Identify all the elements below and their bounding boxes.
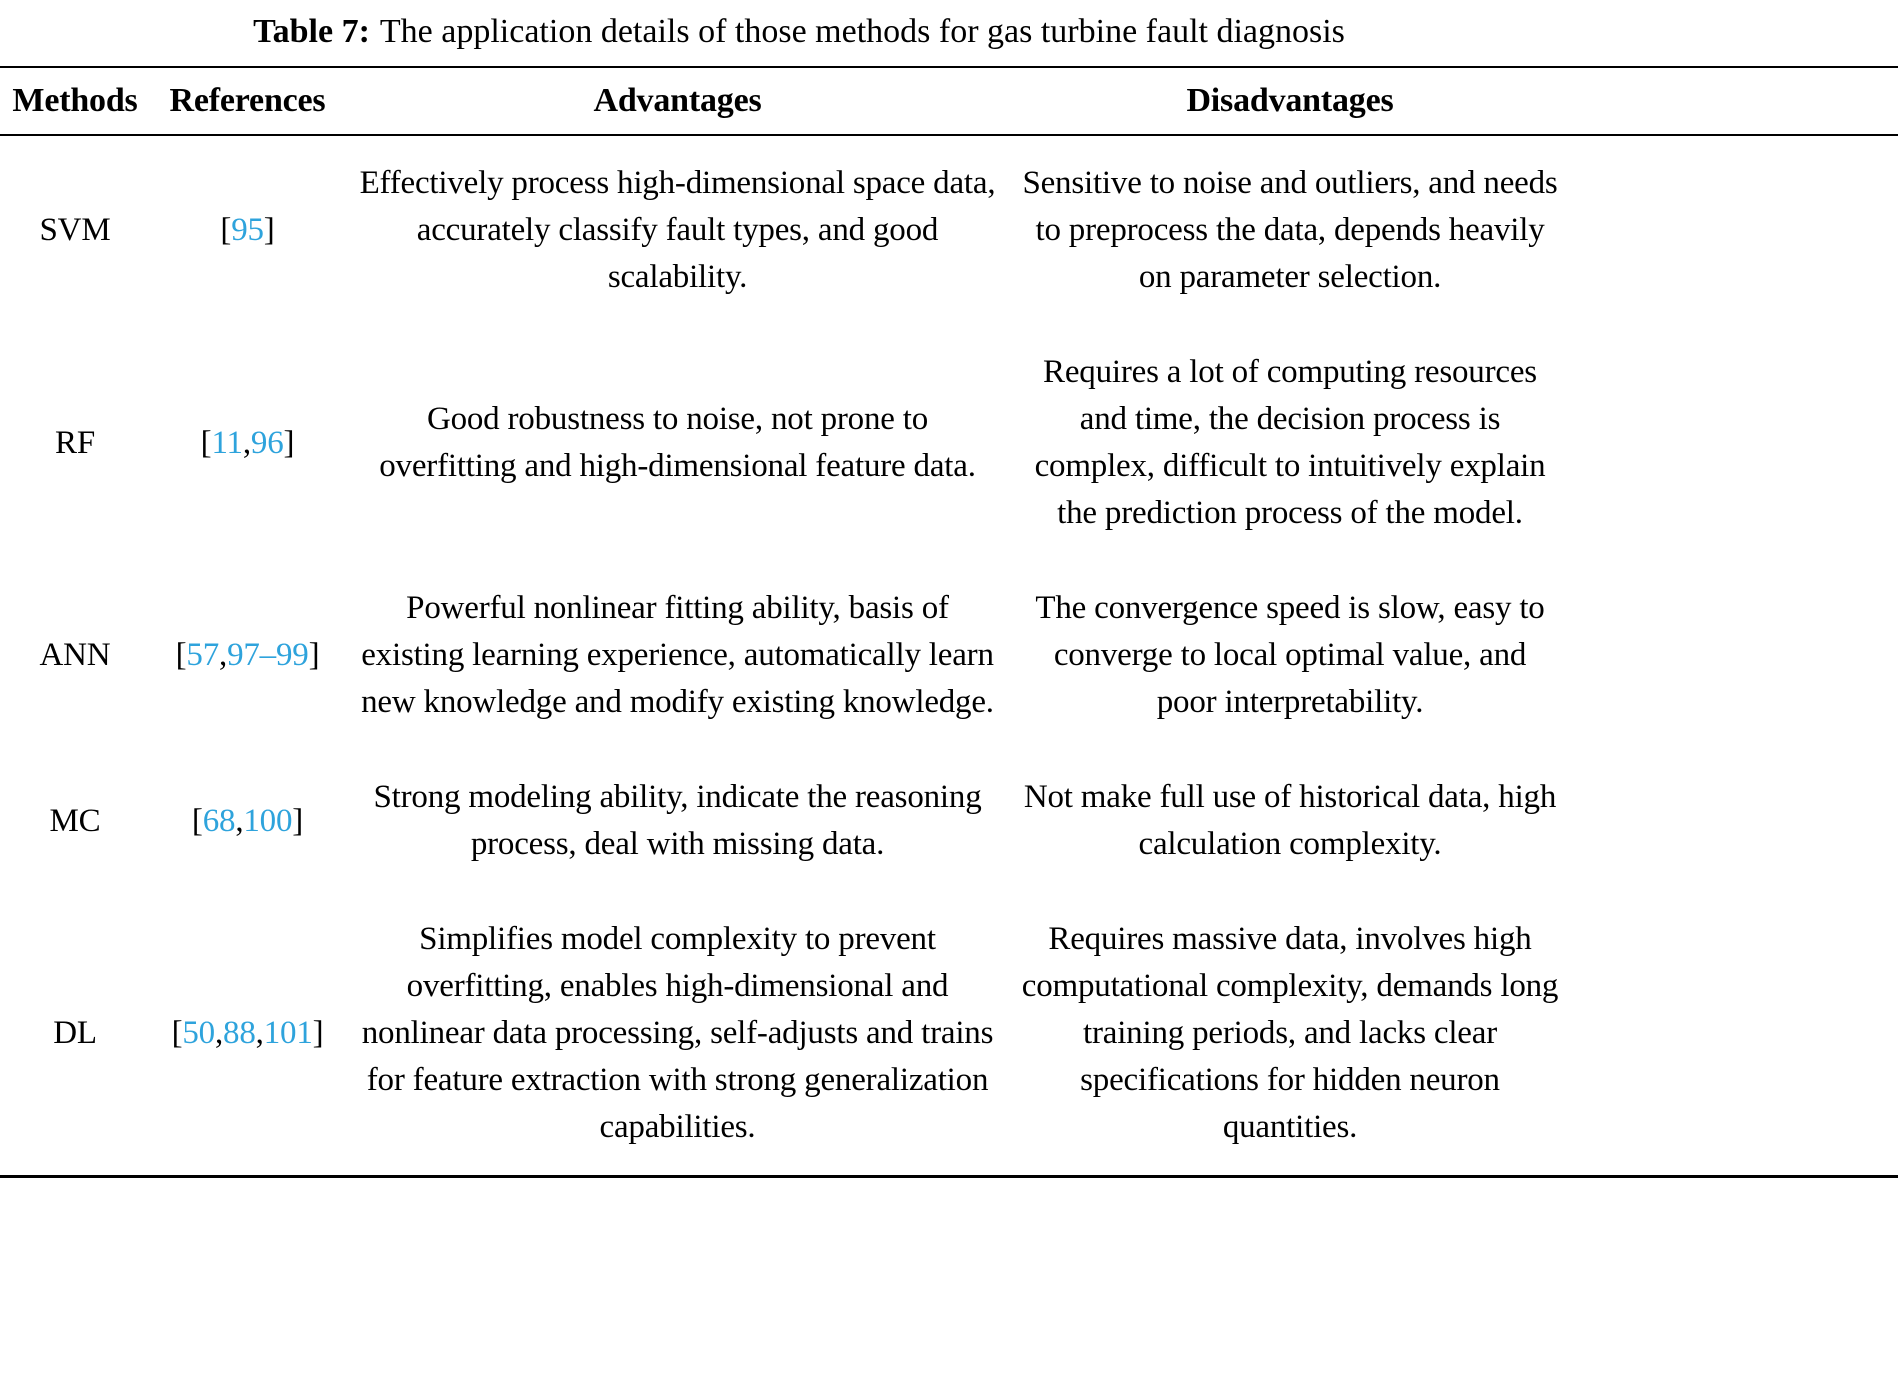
reference-separator: , (255, 1015, 264, 1051)
disadvantages-cell: The convergence speed is slow, easy to converge to local optimal value, and poor interpretability. (1035, 590, 1545, 720)
row-spacer (1570, 892, 1898, 1177)
row-spacer (1570, 135, 1898, 325)
reference-link[interactable]: 11 (211, 424, 243, 461)
table-caption-label: Table 7: (253, 13, 370, 50)
references-cell (150, 750, 345, 892)
col-header-advantages: Advantages (345, 67, 1010, 135)
reference-link[interactable]: 97–99 (227, 637, 309, 673)
table-caption-text: The application details of those methods for gas turbine fault diagnosis (379, 13, 1345, 50)
reference-close-bracket: ] (283, 424, 295, 461)
method-cell: DL (53, 1015, 97, 1051)
reference-link[interactable]: 101 (263, 1015, 313, 1051)
reference-link[interactable]: 95 (231, 212, 264, 248)
table-row (0, 561, 1898, 750)
row-spacer (1570, 561, 1898, 750)
advantages-cell: Good robustness to noise, not prone to overfitting and high-dimensional feature data. (379, 401, 976, 484)
method-cell: SVM (39, 212, 111, 248)
reference-separator: , (214, 1015, 224, 1051)
methods-comparison-table (0, 66, 1898, 1178)
column-spacer (1570, 67, 1898, 135)
method-cell: ANN (39, 637, 111, 673)
col-header-methods: Methods (0, 67, 150, 135)
table-row (0, 325, 1898, 561)
disadvantages-cell: Not make full use of historical data, high calculation complexity. (1023, 779, 1557, 862)
reference-link[interactable]: 100 (243, 802, 293, 839)
reference-link[interactable]: 96 (250, 424, 284, 461)
reference-open-bracket: [ (171, 1015, 183, 1051)
table-row (0, 892, 1898, 1177)
col-header-references: References (150, 67, 345, 135)
references-cell (150, 892, 345, 1177)
references-cell (150, 135, 345, 325)
advantages-cell: Strong modeling ability, indicate the reasoning process, deal with missing data. (373, 779, 982, 862)
method-cell: RF (55, 424, 95, 461)
reference-link[interactable]: 50 (182, 1015, 215, 1051)
advantages-cell: Effectively process high-dimensional space data, accurately classify fault types, and good scalability. (359, 165, 996, 295)
table-row (0, 135, 1898, 325)
row-spacer (1570, 750, 1898, 892)
disadvantages-cell: Sensitive to noise and outliers, and needs to preprocess the data, depends heavily on parameter selection. (1022, 165, 1558, 295)
reference-separator: , (235, 802, 244, 839)
reference-link[interactable]: 88 (223, 1015, 256, 1051)
table-header-row (0, 67, 1898, 135)
table-caption (0, 0, 1898, 66)
col-header-disadvantages: Disadvantages (1010, 67, 1570, 135)
table-row (0, 750, 1898, 892)
reference-open-bracket: [ (200, 424, 212, 461)
table-body (0, 135, 1898, 1177)
reference-close-bracket: ] (308, 637, 320, 673)
row-spacer (1570, 325, 1898, 561)
method-cell: MC (49, 802, 101, 839)
references-cell (150, 325, 345, 561)
disadvantages-cell: Requires a lot of computing resources and time, the decision process is complex, difficult to intuitively explain the prediction process of the model. (1034, 354, 1546, 531)
reference-open-bracket: [ (220, 212, 232, 248)
advantages-cell: Powerful nonlinear fitting ability, basis of existing learning experience, automatically learn new knowledge and modify existing knowledge. (361, 590, 994, 720)
reference-separator: , (242, 424, 251, 461)
reference-close-bracket: ] (312, 1015, 324, 1051)
disadvantages-cell: Requires massive data, involves high computational complexity, demands long training periods, and lacks clear specifications for hidden neuron quantities. (1021, 921, 1559, 1145)
reference-link[interactable]: 57 (186, 637, 220, 673)
advantages-cell: Simplifies model complexity to prevent overfitting, enables high-dimensional and nonlinear data processing, self-adjusts and trains for feature extraction with strong generalization capabilities. (361, 921, 994, 1145)
reference-link[interactable]: 68 (202, 802, 236, 839)
references-cell (150, 561, 345, 750)
reference-separator: , (219, 637, 228, 673)
reference-close-bracket: ] (263, 212, 275, 248)
reference-open-bracket: [ (191, 802, 203, 839)
reference-open-bracket: [ (175, 637, 187, 673)
reference-close-bracket: ] (292, 802, 304, 839)
